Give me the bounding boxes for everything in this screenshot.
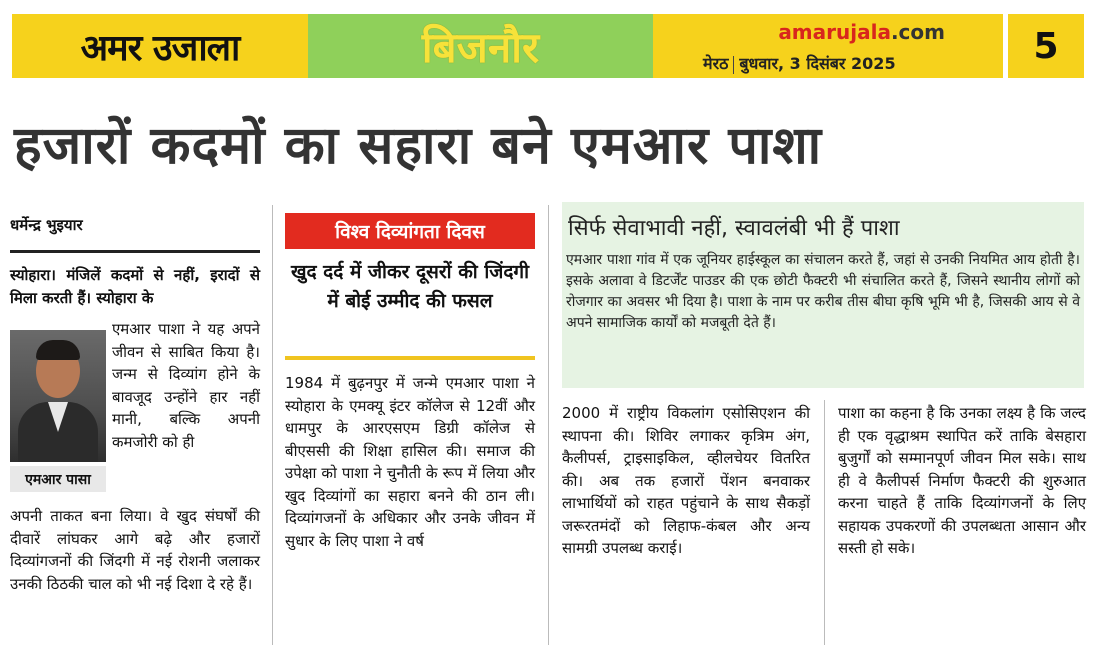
subhead-rule (285, 356, 535, 360)
brand-block (12, 14, 308, 78)
story-subhead: खुद दर्द में जीकर दूसरों की जिंदगी में बोई उम्मीद की फसल (290, 261, 530, 312)
column1-intro (10, 264, 260, 309)
column-divider-1 (272, 205, 273, 645)
issue-date: बुधवार, 3 दिसंबर 2025 (739, 54, 896, 73)
edition-name: मेरठ (703, 54, 729, 73)
site-name: amarujala (778, 20, 891, 44)
page-headline: हजारों कदमों का सहारा बने एमआर पाशा (14, 116, 823, 176)
site-tld: .com (890, 20, 945, 44)
column-divider-2 (548, 205, 549, 645)
byline: धर्मेन्द्र भुइयार (10, 216, 83, 234)
column1-beside-photo: एमआर पाशा ने यह अपने जीवन से साबित किया है। जन्म से दिव्यांग होने के बावजूद उन्होंने हार नहीं मानी, बल्कि अपनी कमजोरी को ही (112, 320, 260, 451)
person-photo (10, 330, 106, 462)
city-name: बिजनौर (421, 22, 540, 72)
page-number: 5 (1008, 14, 1084, 78)
column4-body: पाशा का कहना है कि उनका लक्ष्य है कि जल्द ही एक वृद्धाश्रम स्थापित करें ताकि बेसहारा बुजुर्गों को सम्मानपूर्ण जीवन मिल सके। साथ ही वे कैलीपर्स निर्माण फैक्टरी की शुरुआत करना चाहते हैं ताकि दिव्यांगजनों के लिए सहायक उपकरणों की उपलब्धता आसान और सस्ती हो सके। (838, 404, 1086, 557)
edition-block (653, 14, 1003, 78)
column1-after-photo: अपनी ताकत बना लिया। वे खुद संघर्षों की दीवारें लांघकर आगे बढ़े और हजारों दिव्यांगजनों की जिंदगी में नई रोशनी जलाकर उनकी ठिठकी चाल को भी नई दिशा दे रहे हैं। (10, 507, 260, 593)
photo-hair (36, 340, 80, 360)
sidebar-box (562, 202, 1084, 388)
dateline-divider (733, 56, 734, 74)
byline-rule (10, 250, 260, 253)
brand-logo: अमर उजाला (80, 27, 240, 69)
column-divider-3 (824, 400, 825, 645)
sidebar-title: सिर्फ सेवाभावी नहीं, स्वावलंबी भी हैं पाशा (568, 216, 900, 241)
city-block (308, 14, 653, 78)
section-tag: विश्व दिव्यांगता दिवस (285, 213, 535, 249)
site-link[interactable] (778, 20, 945, 44)
masthead (8, 8, 1096, 86)
column3-body: 2000 में राष्ट्रीय विकलांग एसोसिएशन की स्थापना की। शिविर लगाकर कृत्रिम अंग, कैलीपर्स, ट्राइसाइकिल, व्हीलचेयर वितरित की। अब तक हजारों पेंशन बनवाकर लाभार्थियों को राहत पहुंचाने के साथ सैकड़ों जरूरतमंदों को लिहाफ-कंबल और अन्य सामग्री उपलब्ध कराई। (562, 404, 810, 557)
photo-caption: एमआर पासा (10, 466, 106, 492)
dateline (703, 52, 896, 74)
column2-body: 1984 में बुढ़नपुर में जन्मे एमआर पाशा ने स्योहारा के एमक्यू इंटर कॉलेज से 12वीं और धामपुर के आरएसएम डिग्री कॉलेज से बीएससी की शिक्षा हासिल की। समाज की उपेक्षा को पाशा ने चुनौती के रूप में लिया और खुद दिव्यांगों का सहारा बनने की ठान ली। दिव्यांगजनों के अधिकार और उनके जीवन में सुधार के लिए पाशा ने वर्ष (285, 374, 535, 550)
sidebar-text: एमआर पाशा गांव में एक जूनियर हाईस्कूल का संचालन करते हैं, जहां से उनकी नियमित आय होती है। इसके अलावा वे डिटर्जेंट पाउडर की एक छोटी फैक्टरी भी संचालित करते हैं, जिसने स्थानीय लोगों को रोजगार का अवसर भी दिया है। पाशा के नाम पर करीब तीस बीघा कृषि भूमि भी है, जिसकी आय से वे अपने सामाजिक कार्यों को मजबूती देते हैं। (566, 252, 1080, 331)
column1-intro-text: स्योहारा। मंजिलें कदमों से नहीं, इरादों से मिला करती हैं। स्योहारा के (10, 266, 260, 307)
